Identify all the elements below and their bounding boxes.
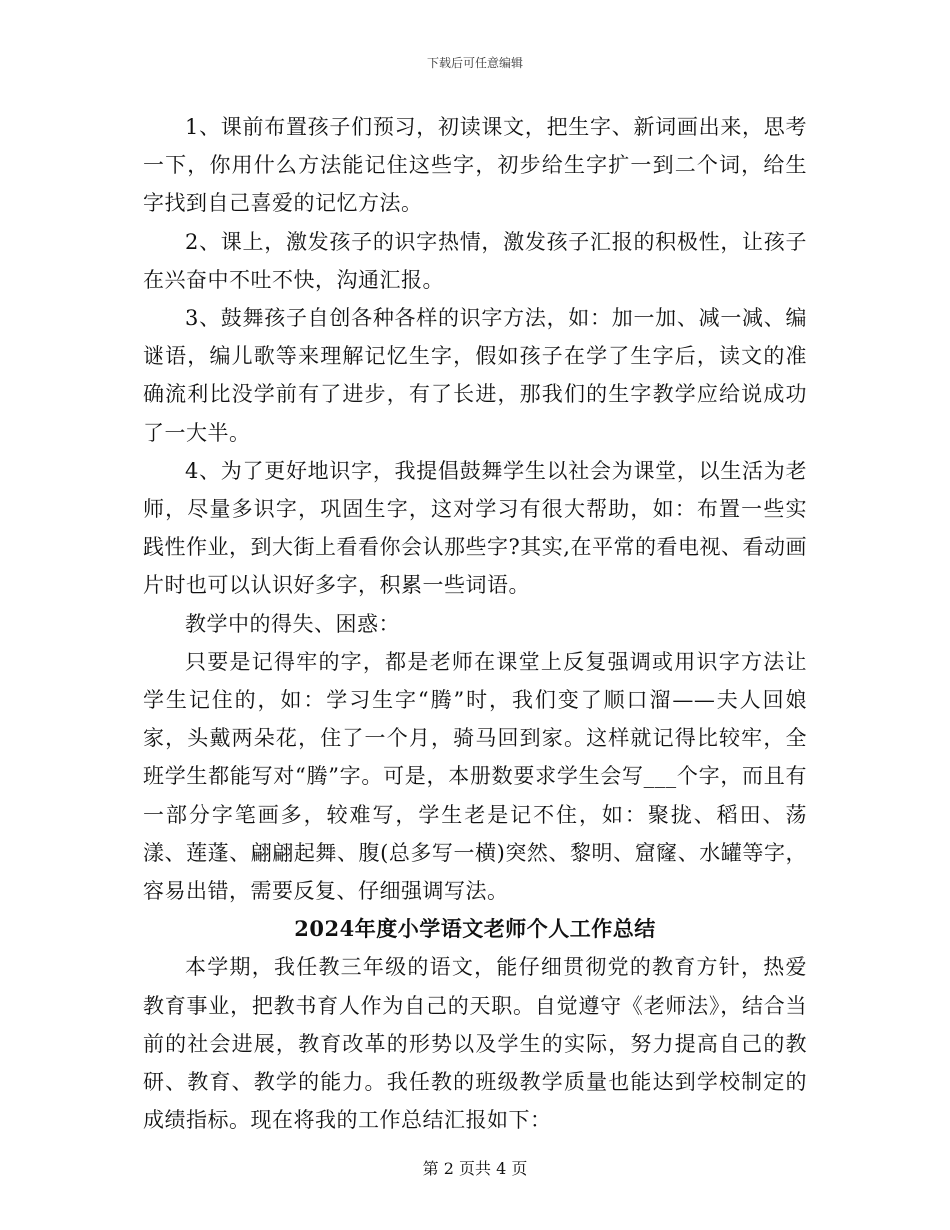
section-paragraph-1: 本学期，我任教三年级的语文，能仔细贯彻党的教育方针，热爱教育事业，把教书育人作为自己的天职。自觉遵守《老师法》，结合当前的社会进展，教育改革的形势以及学生的实际，努力提高自己的教研、教育、教学的能力。我任教的班级教学质量也能达到学校制定的成绩指标。现在将我的工作总结汇报如下： [143,955,807,1133]
paragraph-2: 2、课上，激发孩子的识字热情，激发孩子汇报的积极性，让孩子在兴奋中不吐不快，沟通汇报。 [143,229,807,292]
section-title: 2024年度小学语文老师个人工作总结 [294,916,656,942]
paragraph-6: 只要是记得牢的字，都是老师在课堂上反复强调或用识字方法让学生记住的，如：学习生字“腾”时，我们变了顺口溜——夫人回娘家，头戴两朵花，住了一个月，骑马回到家。这样就记得比较牢，全班学生都能写对“腾”字。可是，本册数要求学生会写___个字，而且有一部分字笔画多，较难写，学生老是记不住，如：聚拢、稻田、荡漾、莲蓬、翩翩起舞、腹(总多写一横)突然、黎明、窟窿、水罐等字，容易出错，需要反复、仔细强调写法。 [143,649,807,904]
paragraph-3: 3、鼓舞孩子自创各种各样的识字方法，如：加一加、减一减、编谜语，编儿歌等来理解记忆生字，假如孩子在学了生字后，读文的准确流利比没学前有了进步，有了长进，那我们的生字教学应给说成功了一大半。 [143,306,807,445]
paragraph-4: 4、为了更好地识字，我提倡鼓舞学生以社会为课堂，以生活为老师，尽量多识字，巩固生字，这对学习有很大帮助，如：布置一些实践性作业，到大街上看看你会认那些字?其实,在平常的看电视、看动画片时也可以认识好多字，积累一些词语。 [143,458,807,598]
paragraph-1: 1、课前布置孩子们预习，初读课文，把生字、新词画出来，思考一下，你用什么方法能记住这些字，初步给生字扩一到二个词，给生字找到自己喜爱的记忆方法。 [143,115,807,216]
page-footer: 第 2 页共 4 页 [422,1159,528,1178]
page-header: 下载后可任意编辑 [426,56,523,70]
paragraph-5: 教学中的得失、困惑： [185,611,400,636]
document-body [143,108,807,1139]
